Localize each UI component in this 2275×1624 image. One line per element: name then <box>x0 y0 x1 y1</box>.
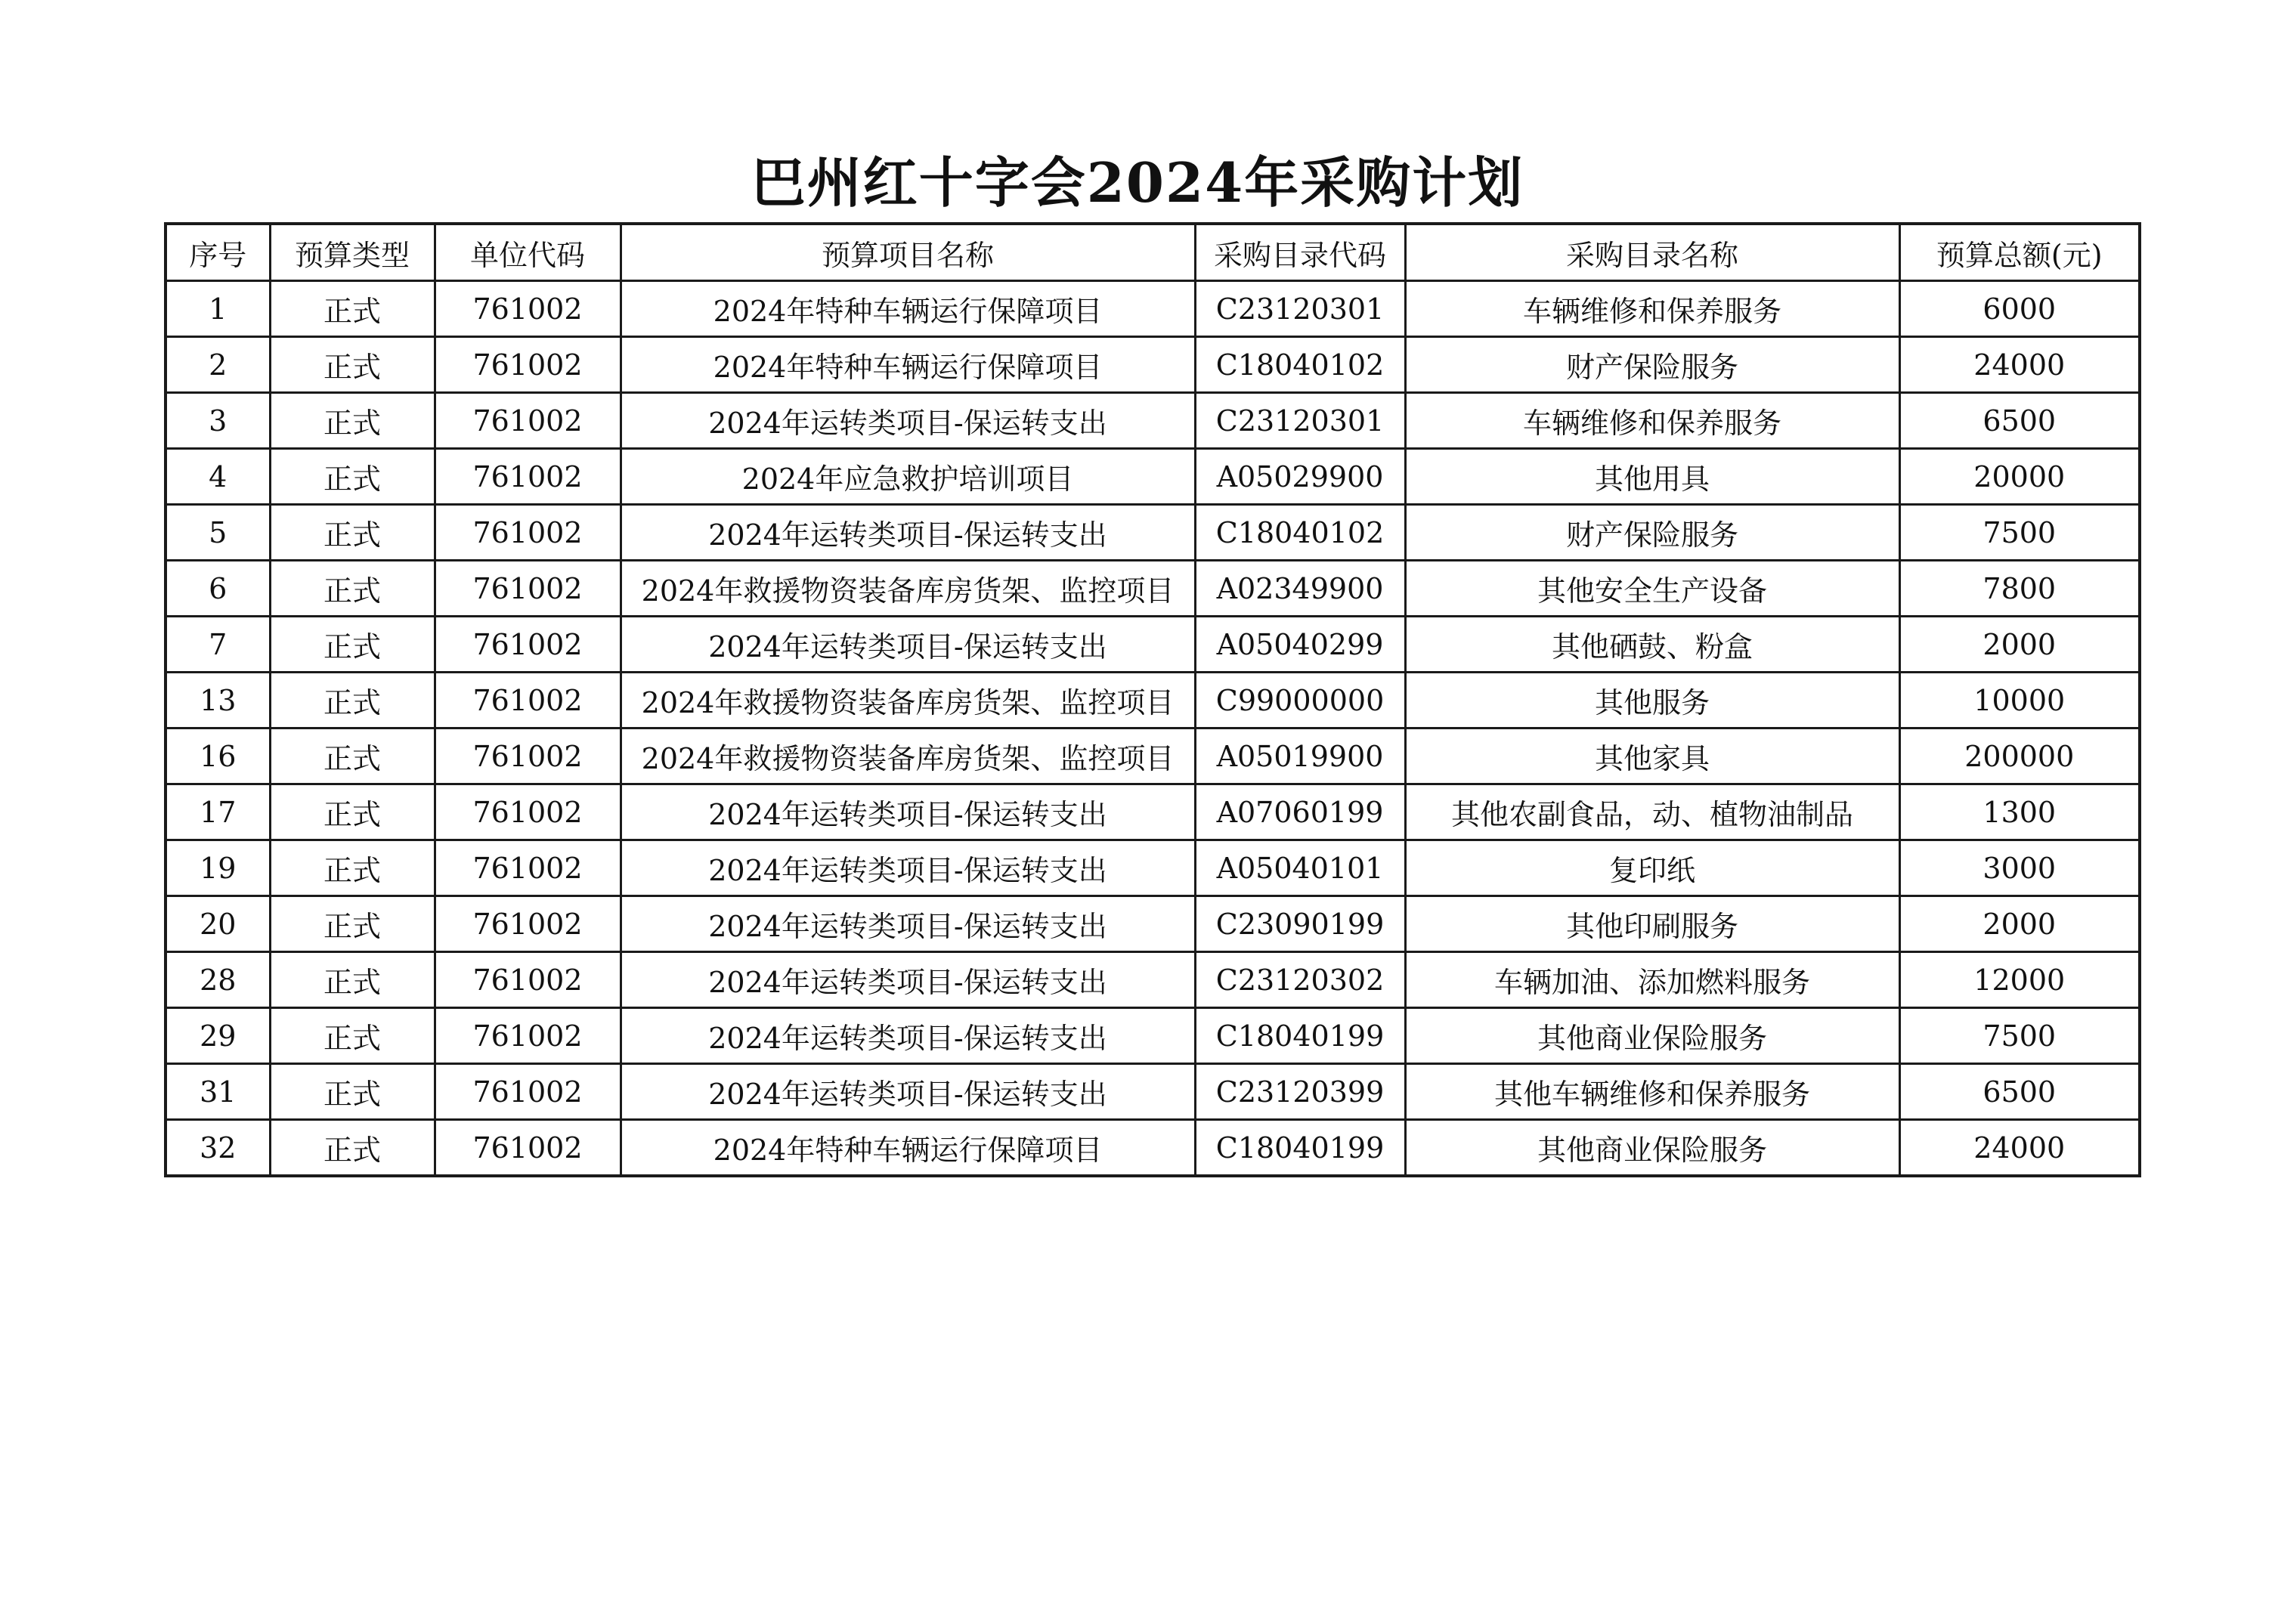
cell-unit-code: 761002 <box>435 1120 621 1177</box>
cell-catalog-name: 其他车辆维修和保养服务 <box>1405 1064 1899 1120</box>
cell-budget-total: 3000 <box>1899 840 2140 896</box>
cell-seq: 29 <box>166 1008 270 1064</box>
cell-catalog-code: A02349900 <box>1195 561 1405 617</box>
header-unit-code: 单位代码 <box>435 224 621 281</box>
cell-catalog-code: C18040199 <box>1195 1008 1405 1064</box>
cell-catalog-code: C23120301 <box>1195 393 1405 449</box>
cell-project-name: 2024年救援物资装备库房货架、监控项目 <box>621 561 1195 617</box>
cell-seq: 2 <box>166 337 270 393</box>
cell-catalog-name: 车辆维修和保养服务 <box>1405 393 1899 449</box>
cell-seq: 20 <box>166 896 270 952</box>
cell-unit-code: 761002 <box>435 840 621 896</box>
cell-unit-code: 761002 <box>435 449 621 505</box>
cell-unit-code: 761002 <box>435 505 621 561</box>
cell-catalog-name: 其他商业保险服务 <box>1405 1008 1899 1064</box>
cell-catalog-code: C18040102 <box>1195 505 1405 561</box>
page-title: 巴州红十字会2024年采购计划 <box>751 150 1524 215</box>
cell-catalog-code: A05019900 <box>1195 728 1405 784</box>
cell-unit-code: 761002 <box>435 896 621 952</box>
cell-seq: 28 <box>166 952 270 1008</box>
cell-budget-type: 正式 <box>270 1008 435 1064</box>
cell-catalog-name: 其他家具 <box>1405 728 1899 784</box>
cell-project-name: 2024年特种车辆运行保障项目 <box>621 281 1195 337</box>
cell-budget-type: 正式 <box>270 393 435 449</box>
cell-seq: 16 <box>166 728 270 784</box>
cell-project-name: 2024年运转类项目-保运转支出 <box>621 784 1195 840</box>
cell-budget-total: 1300 <box>1899 784 2140 840</box>
cell-catalog-name: 其他硒鼓、粉盒 <box>1405 617 1899 673</box>
cell-seq: 13 <box>166 673 270 728</box>
cell-unit-code: 761002 <box>435 673 621 728</box>
cell-unit-code: 761002 <box>435 617 621 673</box>
cell-budget-type: 正式 <box>270 728 435 784</box>
cell-catalog-name: 其他服务 <box>1405 673 1899 728</box>
cell-project-name: 2024年救援物资装备库房货架、监控项目 <box>621 728 1195 784</box>
header-project-name: 预算项目名称 <box>621 224 1195 281</box>
cell-seq: 32 <box>166 1120 270 1177</box>
cell-budget-type: 正式 <box>270 840 435 896</box>
cell-seq: 1 <box>166 281 270 337</box>
cell-project-name: 2024年运转类项目-保运转支出 <box>621 393 1195 449</box>
cell-catalog-code: C23090199 <box>1195 896 1405 952</box>
table-row <box>166 1120 2140 1177</box>
cell-catalog-name: 其他商业保险服务 <box>1405 1120 1899 1177</box>
cell-budget-type: 正式 <box>270 952 435 1008</box>
cell-catalog-code: A05040101 <box>1195 840 1405 896</box>
cell-project-name: 2024年运转类项目-保运转支出 <box>621 1008 1195 1064</box>
cell-catalog-code: C23120302 <box>1195 952 1405 1008</box>
cell-budget-total: 6000 <box>1899 281 2140 337</box>
header-catalog-code: 采购目录代码 <box>1195 224 1405 281</box>
cell-budget-total: 2000 <box>1899 617 2140 673</box>
table-row <box>166 673 2140 728</box>
cell-unit-code: 761002 <box>435 728 621 784</box>
cell-project-name: 2024年特种车辆运行保障项目 <box>621 1120 1195 1177</box>
cell-catalog-name: 复印纸 <box>1405 840 1899 896</box>
cell-catalog-name: 财产保险服务 <box>1405 337 1899 393</box>
header-budget-type: 预算类型 <box>270 224 435 281</box>
cell-budget-total: 12000 <box>1899 952 2140 1008</box>
cell-unit-code: 761002 <box>435 784 621 840</box>
cell-seq: 31 <box>166 1064 270 1120</box>
cell-budget-total: 7800 <box>1899 561 2140 617</box>
cell-budget-total: 24000 <box>1899 1120 2140 1177</box>
cell-catalog-name: 车辆加油、添加燃料服务 <box>1405 952 1899 1008</box>
cell-budget-total: 6500 <box>1899 393 2140 449</box>
cell-budget-type: 正式 <box>270 449 435 505</box>
cell-catalog-code: A05029900 <box>1195 449 1405 505</box>
cell-budget-total: 24000 <box>1899 337 2140 393</box>
cell-budget-total: 2000 <box>1899 896 2140 952</box>
cell-project-name: 2024年运转类项目-保运转支出 <box>621 617 1195 673</box>
cell-catalog-name: 车辆维修和保养服务 <box>1405 281 1899 337</box>
table-row <box>166 281 2140 337</box>
table-row <box>166 1064 2140 1120</box>
cell-catalog-code: C99000000 <box>1195 673 1405 728</box>
cell-unit-code: 761002 <box>435 1064 621 1120</box>
cell-budget-type: 正式 <box>270 505 435 561</box>
table-row <box>166 728 2140 784</box>
cell-seq: 5 <box>166 505 270 561</box>
cell-project-name: 2024年运转类项目-保运转支出 <box>621 1064 1195 1120</box>
table-row <box>166 840 2140 896</box>
cell-project-name: 2024年救援物资装备库房货架、监控项目 <box>621 673 1195 728</box>
cell-unit-code: 761002 <box>435 561 621 617</box>
cell-budget-total: 7500 <box>1899 1008 2140 1064</box>
cell-project-name: 2024年运转类项目-保运转支出 <box>621 952 1195 1008</box>
table-row <box>166 1008 2140 1064</box>
cell-catalog-code: C23120399 <box>1195 1064 1405 1120</box>
cell-unit-code: 761002 <box>435 393 621 449</box>
cell-budget-total: 7500 <box>1899 505 2140 561</box>
table-row <box>166 505 2140 561</box>
table-row <box>166 896 2140 952</box>
cell-catalog-name: 其他安全生产设备 <box>1405 561 1899 617</box>
table-row <box>166 561 2140 617</box>
cell-seq: 4 <box>166 449 270 505</box>
cell-project-name: 2024年应急救护培训项目 <box>621 449 1195 505</box>
cell-catalog-name: 其他农副食品，动、植物油制品 <box>1405 784 1899 840</box>
cell-catalog-code: A05040299 <box>1195 617 1405 673</box>
cell-project-name: 2024年运转类项目-保运转支出 <box>621 505 1195 561</box>
cell-budget-total: 6500 <box>1899 1064 2140 1120</box>
cell-catalog-code: C23120301 <box>1195 281 1405 337</box>
table-row <box>166 393 2140 449</box>
header-budget-total: 预算总额(元) <box>1899 224 2140 281</box>
cell-catalog-code: C18040199 <box>1195 1120 1405 1177</box>
cell-budget-type: 正式 <box>270 1120 435 1177</box>
cell-budget-total: 20000 <box>1899 449 2140 505</box>
header-catalog-name: 采购目录名称 <box>1405 224 1899 281</box>
cell-unit-code: 761002 <box>435 952 621 1008</box>
header-seq: 序号 <box>166 224 270 281</box>
cell-catalog-name: 其他用具 <box>1405 449 1899 505</box>
cell-catalog-name: 其他印刷服务 <box>1405 896 1899 952</box>
cell-catalog-code: C18040102 <box>1195 337 1405 393</box>
cell-catalog-code: A07060199 <box>1195 784 1405 840</box>
table-row <box>166 952 2140 1008</box>
cell-budget-type: 正式 <box>270 561 435 617</box>
cell-project-name: 2024年运转类项目-保运转支出 <box>621 896 1195 952</box>
cell-budget-type: 正式 <box>270 617 435 673</box>
cell-seq: 6 <box>166 561 270 617</box>
table-body <box>166 281 2140 1177</box>
cell-budget-type: 正式 <box>270 1064 435 1120</box>
cell-seq: 17 <box>166 784 270 840</box>
table-header-row <box>166 224 2140 281</box>
cell-budget-total: 10000 <box>1899 673 2140 728</box>
cell-budget-type: 正式 <box>270 896 435 952</box>
cell-unit-code: 761002 <box>435 337 621 393</box>
cell-unit-code: 761002 <box>435 1008 621 1064</box>
table-row <box>166 449 2140 505</box>
table-row <box>166 617 2140 673</box>
table-row <box>166 337 2140 393</box>
cell-budget-type: 正式 <box>270 337 435 393</box>
cell-project-name: 2024年运转类项目-保运转支出 <box>621 840 1195 896</box>
procurement-table <box>164 222 2141 1177</box>
cell-catalog-name: 财产保险服务 <box>1405 505 1899 561</box>
cell-seq: 3 <box>166 393 270 449</box>
table-row <box>166 784 2140 840</box>
cell-seq: 19 <box>166 840 270 896</box>
cell-unit-code: 761002 <box>435 281 621 337</box>
cell-budget-type: 正式 <box>270 281 435 337</box>
cell-project-name: 2024年特种车辆运行保障项目 <box>621 337 1195 393</box>
cell-seq: 7 <box>166 617 270 673</box>
cell-budget-type: 正式 <box>270 784 435 840</box>
cell-budget-type: 正式 <box>270 673 435 728</box>
cell-budget-total: 200000 <box>1899 728 2140 784</box>
